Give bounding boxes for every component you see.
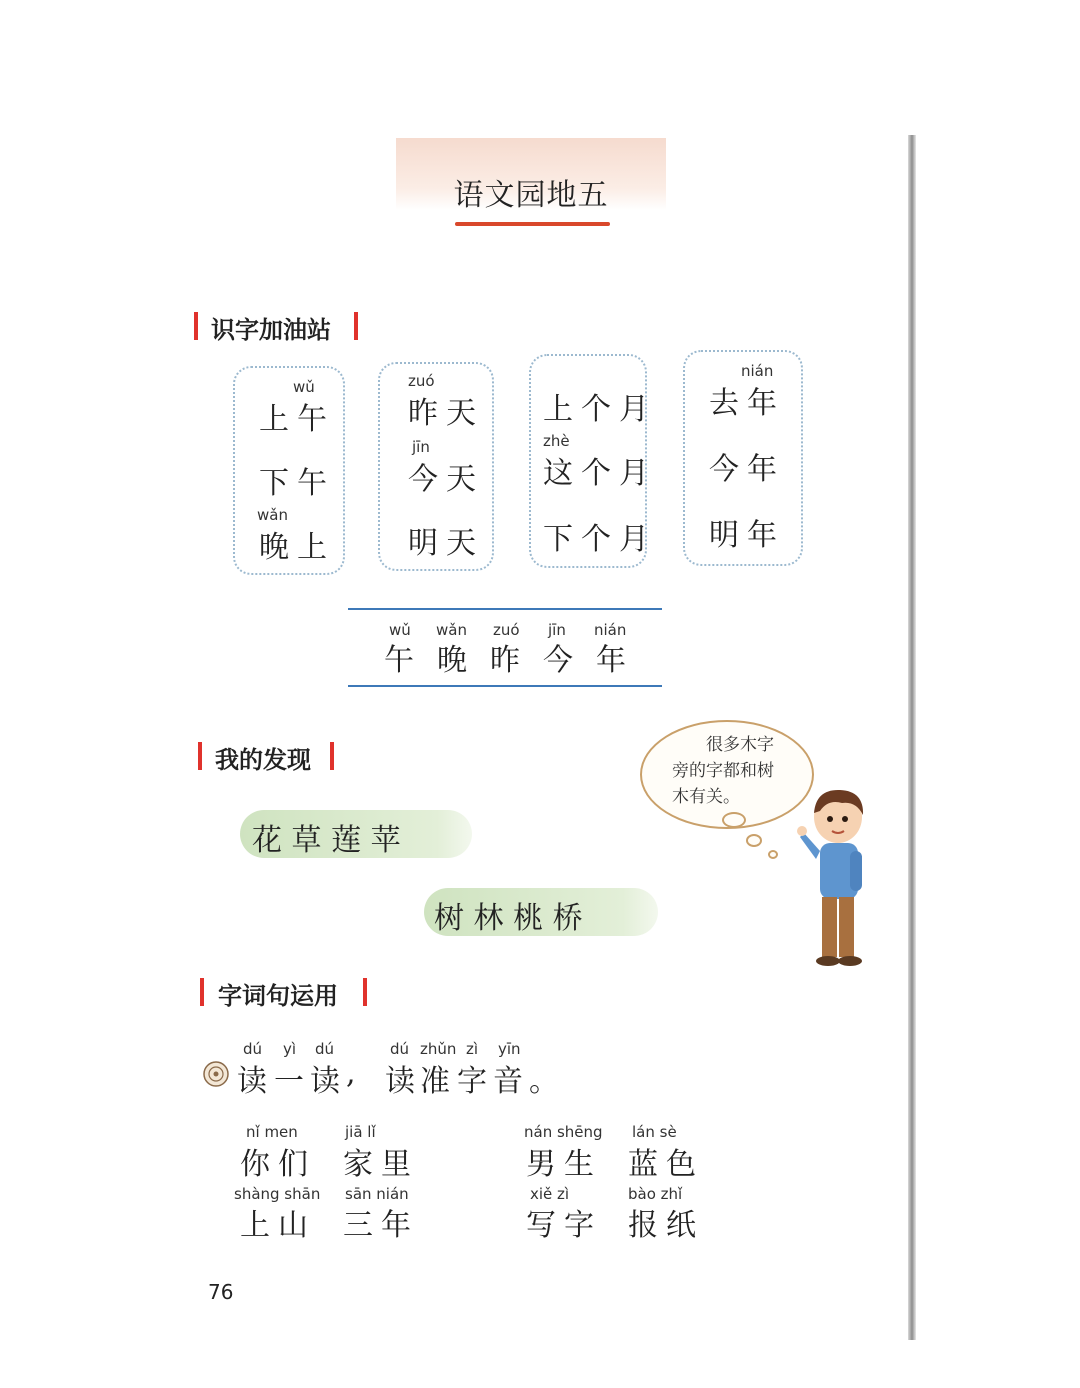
pinyin: jīn (548, 621, 566, 639)
pinyin: dú (243, 1040, 263, 1058)
pinyin: lán sè (632, 1123, 677, 1141)
boy-illustration (790, 785, 875, 970)
pinyin: zì (466, 1040, 479, 1058)
strip-top-line (348, 608, 662, 610)
book-spine-edge (908, 135, 916, 1340)
bubble-text-line: 很多木字 (706, 735, 774, 755)
instruction-punct: 。 (529, 1064, 567, 1099)
pinyin: zhè (543, 432, 570, 450)
pinyin: jīn (412, 438, 430, 456)
instruction-char: 读 (237, 1064, 275, 1099)
pinyin: nǐ men (246, 1123, 298, 1141)
section-heading-usage: 字词句运用 (218, 982, 338, 1010)
pinyin: zhǔn (420, 1040, 457, 1058)
page-number: 76 (208, 1280, 234, 1304)
wood-radical-characters: 树 林 桃 桥 (434, 901, 583, 936)
instruction-char: 一 (274, 1064, 312, 1099)
section-bar-left (194, 312, 198, 340)
page-title: 语文园地五 (453, 178, 609, 213)
instruction-char: 读 (385, 1064, 423, 1099)
pinyin: dú (315, 1040, 335, 1058)
instruction-char: 读 (310, 1064, 348, 1099)
strip-bottom-line (348, 685, 662, 687)
section-bar-right (330, 742, 334, 770)
pinyin: dú (390, 1040, 410, 1058)
bubble-text-line: 木有关。 (672, 787, 740, 807)
word: 今年 (709, 452, 785, 487)
pinyin: zuó (493, 621, 520, 639)
pinyin: sān nián (345, 1185, 409, 1203)
pinyin: yì (283, 1040, 297, 1058)
word: 你们 (240, 1147, 316, 1182)
word: 家里 (343, 1147, 419, 1182)
word: 昨天 (408, 396, 484, 431)
pinyin: yīn (498, 1040, 521, 1058)
pinyin: bào zhǐ (628, 1185, 683, 1203)
pinyin: wǔ (293, 378, 315, 396)
pinyin: wǔ (389, 621, 411, 639)
pinyin: shàng shān (234, 1185, 321, 1203)
word: 明天 (408, 526, 484, 561)
instruction-char: 字 (457, 1064, 495, 1099)
read-aloud-icon (202, 1060, 230, 1088)
word-box-1 (233, 366, 345, 575)
pinyin: wǎn (436, 621, 467, 639)
bubble-dot (768, 850, 778, 859)
word: 今天 (408, 462, 484, 497)
character: 晚 (437, 643, 475, 678)
word-box-3 (529, 354, 657, 568)
section-bar-right (363, 978, 367, 1006)
word: 这个月 (543, 456, 657, 491)
title-underline (455, 222, 610, 226)
section-bar-right (354, 312, 358, 340)
word: 下个月 (543, 522, 657, 557)
word: 晚上 (259, 530, 335, 565)
pinyin: nán shēng (524, 1123, 603, 1141)
pinyin: wǎn (257, 506, 288, 524)
character: 今 (543, 643, 581, 678)
character: 年 (596, 643, 634, 678)
word: 男生 (526, 1147, 602, 1182)
character: 午 (384, 643, 422, 678)
word: 明年 (709, 518, 785, 553)
instruction-punct: , (346, 1056, 364, 1091)
section-heading-literacy: 识字加油站 (211, 316, 331, 344)
word: 上山 (240, 1208, 316, 1243)
word-box-2 (378, 362, 494, 571)
bubble-dot (746, 834, 762, 847)
word: 写字 (526, 1208, 602, 1243)
word: 上午 (259, 402, 335, 437)
pinyin: nián (741, 362, 774, 380)
grass-radical-characters: 花 草 莲 苹 (252, 823, 401, 858)
character: 昨 (490, 643, 528, 678)
word-box-4 (683, 350, 803, 566)
word: 报纸 (628, 1208, 704, 1243)
pinyin: jiā lǐ (345, 1123, 376, 1141)
instruction-char: 音 (493, 1064, 531, 1099)
word: 上个月 (543, 392, 657, 427)
pinyin: xiě zì (530, 1185, 570, 1203)
bubble-text-line: 旁的字都和树 (672, 761, 774, 781)
word: 蓝色 (628, 1147, 704, 1182)
pinyin: zuó (408, 372, 435, 390)
word: 去年 (709, 386, 785, 421)
word: 下午 (259, 466, 335, 501)
section-bar-left (198, 742, 202, 770)
pinyin: nián (594, 621, 627, 639)
instruction-char: 准 (420, 1064, 458, 1099)
bubble-dot (722, 812, 746, 828)
section-bar-left (200, 978, 204, 1006)
word: 三年 (343, 1208, 419, 1243)
section-heading-discovery: 我的发现 (215, 746, 311, 774)
